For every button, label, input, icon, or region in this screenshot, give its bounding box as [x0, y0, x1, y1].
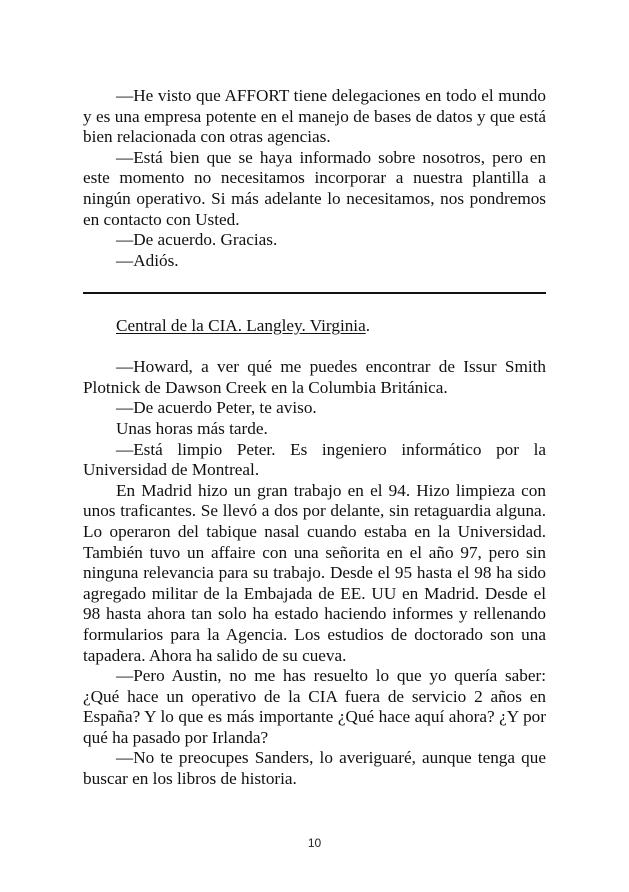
paragraph: —Pero Austin, no me has resuelto lo que yo quería saber: ¿Qué hace un operativo de la CIA fuera de servicio 2 años en España? Y lo que es más importante ¿Qué hace aquí ahora? ¿Y por qué ha pasado por Irlanda?	[83, 666, 546, 747]
paragraph: —De acuerdo. Gracias.	[116, 230, 278, 250]
paragraph: En Madrid hizo un gran trabajo en el 94. Hizo limpieza con unos traficantes. Se llevó a dos por delante, sin retaguardia alguna. Lo operaron del tabique nasal cuando estaba en la Universidad. También tuvo un affaire con una señorita en el año 97, pero sin ninguna relevancia para su trabajo. Desde el 95 hasta el 98 ha sido agregado militar de la Embajada de EE. UU en Madrid. Desde el 98 hasta ahora tan solo ha estado haciendo informes y rellenando formularios para la Agencia. Los estudios de doctorado son una tapadera. Ahora ha salido de su cueva.	[83, 480, 546, 665]
paragraph: —No te preocupes Sanders, lo averiguaré, aunque tenga que buscar en los libros de historia.	[83, 748, 546, 789]
paragraph: —Adiós.	[116, 250, 179, 270]
section-top	[83, 86, 546, 271]
page-number: 10	[307, 836, 322, 850]
paragraph: —Está bien que se haya informado sobre nosotros, pero en este momento no necesitamos incorporar a nuestra plantilla a ningún operativo. Si más adelante lo necesitamos, nos pondremos en contacto con Usted.	[83, 147, 546, 229]
scene-heading-period: .	[365, 316, 371, 335]
scene-heading-text: Central de la CIA. Langley. Virginia	[116, 316, 366, 335]
paragraph: —De acuerdo Peter, te aviso.	[116, 398, 317, 418]
paragraph: —Está limpio Peter. Es ingeniero informático por la Universidad de Montreal.	[83, 439, 546, 480]
section-bottom	[83, 316, 546, 790]
section-divider	[83, 292, 546, 294]
paragraph: —He visto que AFFORT tiene delegaciones en todo el mundo y es una empresa potente en el manejo de bases de datos y que está bien relacionada con otras agencias.	[83, 86, 546, 147]
scene-heading	[83, 316, 546, 337]
paragraph: Unas horas más tarde.	[116, 418, 268, 438]
paragraph: —Howard, a ver qué me puedes encontrar de Issur Smith Plotnick de Dawson Creek en la Columbia Británica.	[83, 357, 546, 397]
